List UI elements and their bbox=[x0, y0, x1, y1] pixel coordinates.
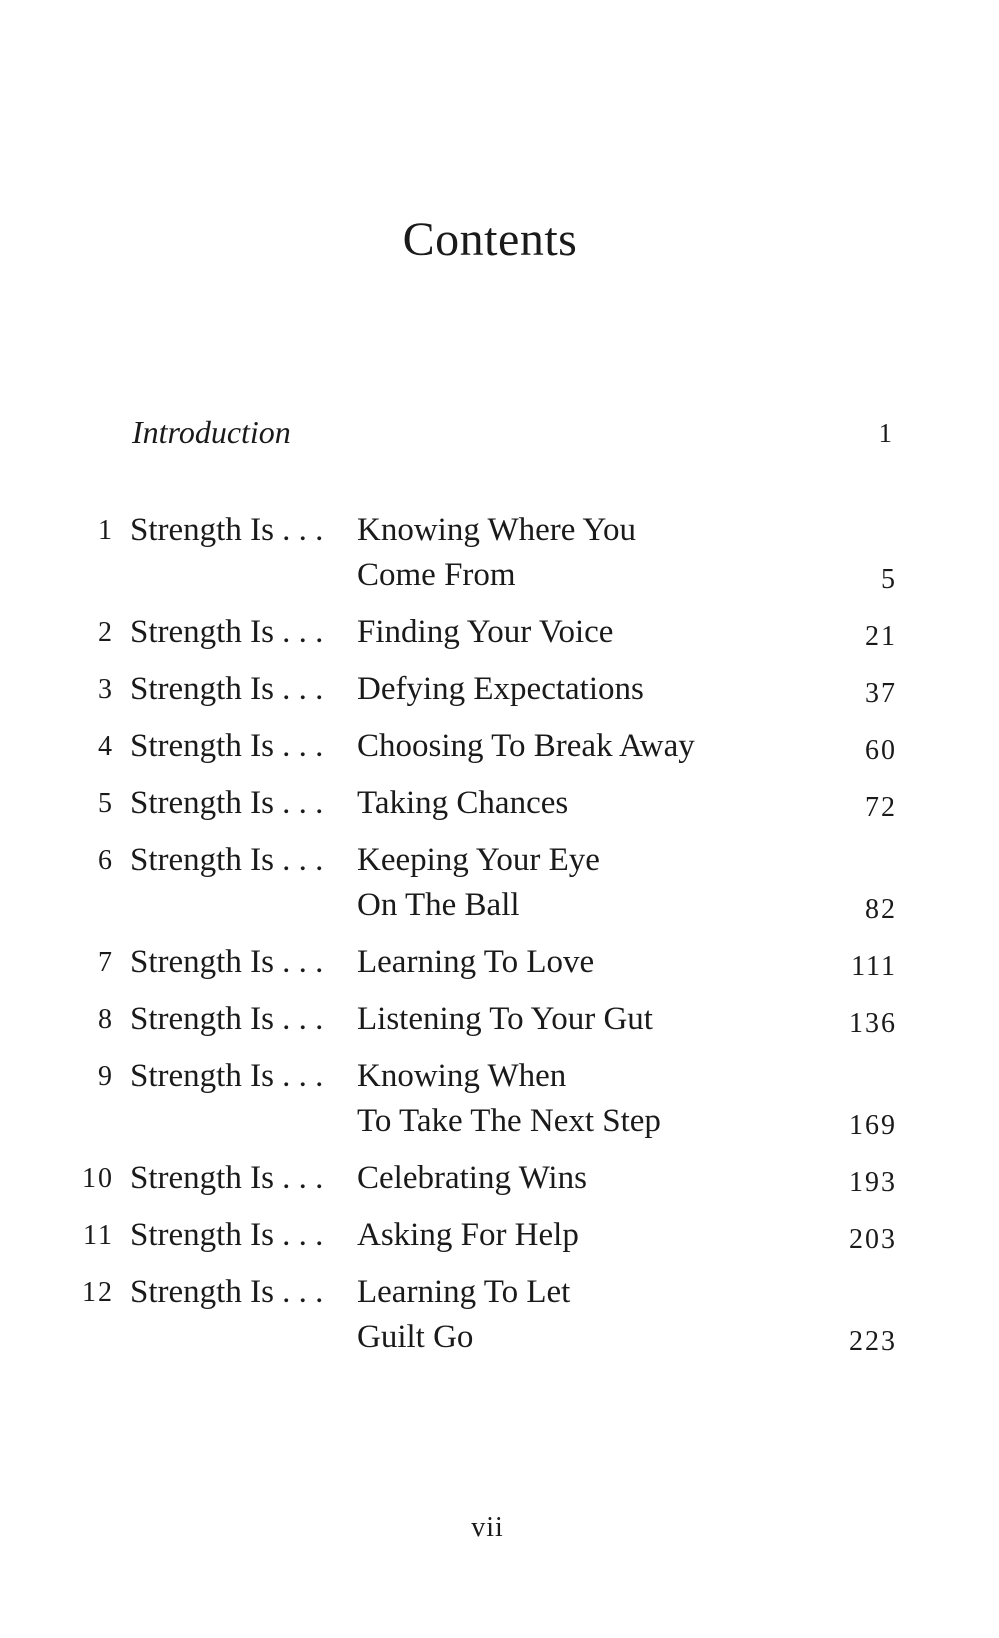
chapter-title-line: Celebrating Wins bbox=[357, 1160, 587, 1196]
chapter-title-line: Defying Expectations bbox=[357, 671, 644, 707]
toc-entry-line bbox=[0, 1213, 999, 1258]
chapter-number: 12 bbox=[82, 1277, 114, 1308]
chapter-number: 2 bbox=[98, 617, 114, 648]
toc-entry[interactable] bbox=[0, 997, 999, 1042]
chapter-number: 4 bbox=[98, 731, 114, 762]
chapter-lead-text: Strength Is . . . bbox=[130, 1058, 324, 1094]
toc-entry[interactable] bbox=[0, 1054, 999, 1144]
chapter-page-number: 82 bbox=[865, 894, 897, 925]
toc-entry[interactable] bbox=[0, 610, 999, 655]
chapter-lead-text: Strength Is . . . bbox=[130, 785, 324, 821]
toc-entry-line bbox=[0, 1315, 999, 1360]
chapter-page-number: 136 bbox=[849, 1008, 897, 1039]
chapter-page-number: 60 bbox=[865, 735, 897, 766]
toc-entry-line bbox=[0, 781, 999, 826]
introduction-label: Introduction bbox=[132, 414, 291, 450]
chapter-lead-text: Strength Is . . . bbox=[130, 1217, 324, 1253]
toc-entry[interactable] bbox=[0, 781, 999, 826]
chapter-number: 11 bbox=[83, 1220, 114, 1251]
toc-entry-line bbox=[0, 1156, 999, 1201]
toc-entry[interactable] bbox=[0, 667, 999, 712]
toc-entry[interactable] bbox=[0, 1270, 999, 1360]
toc-entry[interactable] bbox=[0, 508, 999, 598]
chapter-title-line: Come From bbox=[357, 557, 516, 593]
page-title: Contents bbox=[402, 213, 578, 266]
chapter-lead-text: Strength Is . . . bbox=[130, 842, 324, 878]
toc-entry-line bbox=[0, 883, 999, 928]
chapter-title-line: Choosing To Break Away bbox=[357, 728, 695, 764]
page-folio: vii bbox=[471, 1512, 504, 1543]
toc-entry[interactable] bbox=[0, 940, 999, 985]
chapter-lead-text: Strength Is . . . bbox=[130, 1001, 324, 1037]
toc-entry-line bbox=[0, 508, 999, 553]
chapter-lead-text: Strength Is . . . bbox=[130, 728, 324, 764]
chapter-title-line: Learning To Let bbox=[357, 1274, 571, 1310]
chapter-title-line: Taking Chances bbox=[357, 785, 569, 821]
chapter-page-number: 111 bbox=[851, 951, 897, 982]
toc-entry-line bbox=[0, 553, 999, 598]
toc-entry-line bbox=[0, 610, 999, 655]
chapter-number: 3 bbox=[98, 674, 114, 705]
chapter-title-line: On The Ball bbox=[357, 887, 520, 923]
chapter-number: 1 bbox=[98, 515, 114, 546]
chapter-lead-text: Strength Is . . . bbox=[130, 1160, 324, 1196]
toc-introduction-row[interactable] bbox=[0, 414, 999, 454]
chapter-lead-text: Strength Is . . . bbox=[130, 614, 324, 650]
toc-chapter-list bbox=[0, 508, 999, 1360]
chapter-number: 6 bbox=[98, 845, 114, 876]
chapter-title-line: Keeping Your Eye bbox=[357, 842, 600, 878]
chapter-title-line: Guilt Go bbox=[357, 1319, 474, 1355]
toc-entry[interactable] bbox=[0, 1156, 999, 1201]
chapter-title-line: Knowing When bbox=[357, 1058, 567, 1094]
chapter-page-number: 21 bbox=[865, 621, 897, 652]
chapter-title-line: Finding Your Voice bbox=[357, 614, 614, 650]
toc-entry-line bbox=[0, 838, 999, 883]
toc-entry-line bbox=[0, 940, 999, 985]
chapter-title-line: Knowing Where You bbox=[357, 512, 636, 548]
chapter-number: 5 bbox=[98, 788, 114, 819]
chapter-number: 8 bbox=[98, 1004, 114, 1035]
chapter-lead-text: Strength Is . . . bbox=[130, 512, 324, 548]
chapter-page-number: 5 bbox=[881, 564, 897, 595]
introduction-page-number: 1 bbox=[878, 418, 893, 448]
chapter-title-line: Asking For Help bbox=[357, 1217, 579, 1253]
toc-entry-line bbox=[0, 1099, 999, 1144]
chapter-lead-text: Strength Is . . . bbox=[130, 671, 324, 707]
chapter-number: 7 bbox=[98, 947, 114, 978]
toc-entry-line bbox=[0, 724, 999, 769]
toc-entry-line bbox=[0, 1054, 999, 1099]
toc-entry[interactable] bbox=[0, 724, 999, 769]
chapter-title-line: Listening To Your Gut bbox=[357, 1001, 653, 1037]
chapter-number: 10 bbox=[82, 1163, 114, 1194]
chapter-title-line: Learning To Love bbox=[357, 944, 595, 980]
chapter-page-number: 193 bbox=[849, 1167, 897, 1198]
toc-entry-line bbox=[0, 997, 999, 1042]
toc-entry[interactable] bbox=[0, 838, 999, 928]
chapter-page-number: 169 bbox=[849, 1110, 897, 1141]
toc-entry-line bbox=[0, 1270, 999, 1315]
toc-entry-line bbox=[0, 667, 999, 712]
chapter-page-number: 203 bbox=[849, 1224, 897, 1255]
chapter-page-number: 37 bbox=[865, 678, 897, 709]
chapter-number: 9 bbox=[98, 1061, 114, 1092]
chapter-page-number: 72 bbox=[865, 792, 897, 823]
chapter-title-line: To Take The Next Step bbox=[357, 1103, 661, 1139]
chapter-lead-text: Strength Is . . . bbox=[130, 1274, 324, 1310]
chapter-page-number: 223 bbox=[849, 1326, 897, 1357]
toc-entry[interactable] bbox=[0, 1213, 999, 1258]
chapter-lead-text: Strength Is . . . bbox=[130, 944, 324, 980]
